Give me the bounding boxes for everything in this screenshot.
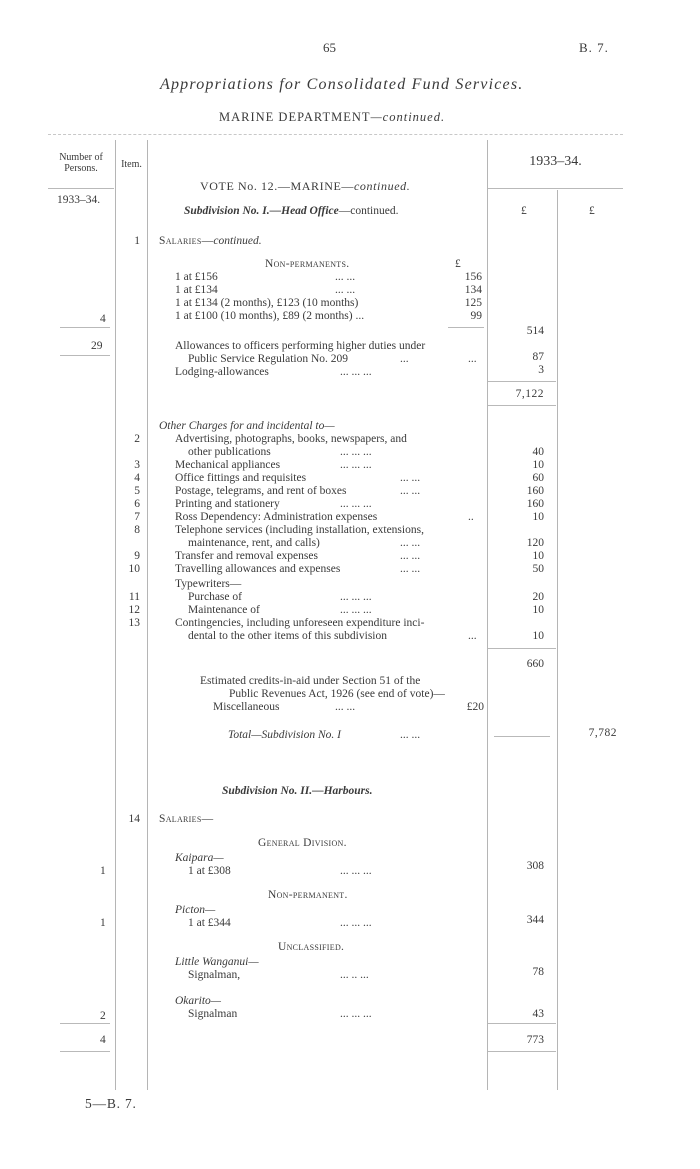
- charge-12-item: 12: [128, 604, 140, 616]
- salaries-total: 7,122: [515, 388, 544, 400]
- okarito-label: Okarito—: [175, 995, 221, 1007]
- salaries-total-rule-bottom: [488, 405, 556, 406]
- non-perm-total: 514: [526, 325, 544, 337]
- charge-5-dots: ... ...: [400, 485, 421, 497]
- harbours-total: 773: [526, 1034, 544, 1046]
- kaipara-row: 1 at £308: [188, 865, 231, 877]
- charge-11-item: 11: [128, 591, 140, 603]
- charge-3-dots: ... ... ...: [340, 459, 372, 471]
- non-perm-row-1-label: 1 at £156: [175, 271, 218, 283]
- salaries-continued: continued.: [213, 235, 262, 247]
- year-header-rule: [488, 188, 623, 189]
- charge-5-value: 160: [526, 485, 544, 497]
- charge-10-item: 10: [128, 563, 140, 575]
- charge-3-value: 10: [532, 459, 544, 471]
- charge-10-label: Travelling allowances and expenses: [175, 563, 341, 575]
- charge-8-line-2: maintenance, rent, and calls): [188, 537, 320, 549]
- vote-title-continued: continued.: [354, 179, 411, 193]
- lodging-label: Lodging-allowances: [175, 366, 269, 378]
- charge-10-dots: ... ...: [400, 563, 421, 575]
- subdivision-1-total: 7,782: [588, 727, 617, 739]
- harbours-total-rule-top: [488, 1023, 556, 1024]
- department-continued: —continued.: [370, 110, 446, 124]
- charge-2-item: 2: [134, 433, 140, 445]
- amount-column-divider-left: [487, 140, 488, 1090]
- charge-6-value: 160: [526, 498, 544, 510]
- charges-total-rule: [488, 648, 556, 649]
- charge-4-dots: ... ...: [400, 472, 421, 484]
- subdivision-1-total-label: Total—Subdivision No. I: [228, 729, 341, 741]
- subdivision-1-title-text: Subdivision No. I.—Head Office: [184, 205, 339, 217]
- charge-8-item: 8: [134, 524, 140, 536]
- lodging-dots: ... ... ...: [340, 366, 372, 378]
- charge-7-value: 10: [532, 511, 544, 523]
- charge-2-line-1: Advertising, photographs, books, newspapers, and: [175, 433, 407, 445]
- subdivision-1-continued: —continued.: [338, 205, 399, 217]
- lodging-value: 3: [538, 364, 544, 376]
- charge-7-dots: ..: [468, 511, 474, 523]
- contingencies-value: 10: [532, 630, 544, 642]
- picton-label: Picton—: [175, 904, 216, 916]
- persons-subtotal-rule: [60, 327, 110, 328]
- allowances-line-2: Public Service Regulation No. 209: [188, 353, 349, 365]
- charge-11-dots: ... ... ...: [340, 591, 372, 603]
- unclassified-heading: Unclassified.: [278, 941, 345, 953]
- charge-12-label: Maintenance of: [188, 604, 260, 616]
- number-of-persons-header: Number of Persons.: [59, 152, 103, 174]
- picton-value: 344: [526, 914, 544, 926]
- pound-left-header: £: [521, 205, 527, 217]
- non-perm-row-2-label: 1 at £134: [175, 284, 218, 296]
- charge-8-value: 120: [526, 537, 544, 549]
- charge-13-item: 13: [128, 617, 140, 629]
- charge-7-label: Ross Dependency: Administration expenses: [175, 511, 378, 523]
- charge-3-item: 3: [134, 459, 140, 471]
- allowances-value: 87: [532, 351, 544, 363]
- charge-6-label: Printing and stationery: [175, 498, 280, 510]
- subdivision-1-title: [184, 205, 398, 218]
- charge-3-label: Mechanical appliances: [175, 459, 281, 471]
- department-heading: [219, 111, 445, 124]
- item-column-divider: [147, 140, 148, 1090]
- signalman-2-value: 43: [532, 1008, 544, 1020]
- salaries-heading: [159, 235, 262, 248]
- charge-8-line-1: Telephone services (including installation, extensions,: [175, 524, 424, 536]
- amount-column-divider-middle: [557, 190, 558, 1090]
- charge-2-line-2: other publications: [188, 446, 271, 458]
- subdivision-1-total-dots: ... ...: [400, 729, 421, 741]
- non-perm-row-4-value: 99: [470, 310, 482, 322]
- harbours-total-persons: 4: [100, 1034, 106, 1046]
- charge-12-value: 10: [532, 604, 544, 616]
- section-code: B. 7.: [579, 40, 609, 55]
- subdivision-2-salaries: Salaries—: [159, 813, 214, 825]
- charge-2-value: 40: [532, 446, 544, 458]
- charge-4-value: 60: [532, 472, 544, 484]
- kaipara-persons: 1: [100, 865, 106, 877]
- other-charges-heading: Other Charges for and incidental to—: [159, 420, 335, 432]
- kaipara-label: Kaipara—: [175, 852, 224, 864]
- contingencies-dots: ...: [468, 630, 477, 642]
- table-top-rule: [48, 134, 623, 135]
- year-header: 1933–34.: [529, 154, 582, 169]
- picton-row: 1 at £344: [188, 917, 231, 929]
- charge-2-dots: ... ... ...: [340, 446, 372, 458]
- salaries-item-number: 1: [134, 235, 140, 247]
- harbours-total-rule-bottom: [488, 1051, 556, 1052]
- salaries-item-14: 14: [128, 813, 140, 825]
- non-permanent-heading: Non-permanent.: [268, 889, 348, 901]
- kaipara-value: 308: [526, 860, 544, 872]
- subdivision-1-total-dash: [494, 736, 550, 737]
- charge-11-value: 20: [532, 591, 544, 603]
- charge-9-dots: ... ...: [400, 550, 421, 562]
- charge-4-label: Office fittings and requisites: [175, 472, 307, 484]
- page-title: Appropriations for Consolidated Fund Services.: [160, 76, 524, 93]
- credits-line-1: Estimated credits-in-aid under Section 51 of the: [200, 675, 421, 687]
- non-permanents-heading: Non-permanents.: [265, 258, 350, 270]
- charge-8-dots: ... ...: [400, 537, 421, 549]
- salaries-total-rule-top: [488, 381, 556, 382]
- signalman-2-dots: ... ... ...: [340, 1008, 372, 1020]
- persons-total-rule-top: [60, 1023, 110, 1024]
- non-perm-row-3-value: 125: [464, 297, 482, 309]
- subdivision-2-title-text: Subdivision No. II.—Harbours.: [222, 785, 373, 797]
- charge-6-item: 6: [134, 498, 140, 510]
- charge-12-dots: ... ... ...: [340, 604, 372, 616]
- persons-header-rule: [48, 188, 114, 189]
- kaipara-dots: ... ... ...: [340, 865, 372, 877]
- footer-code: 5—B. 7.: [85, 1096, 137, 1111]
- charge-4-item: 4: [134, 472, 140, 484]
- department-name: MARINE DEPARTMENT: [219, 110, 371, 124]
- credits-line-2: Public Revenues Act, 1926 (see end of vote)—: [229, 688, 445, 700]
- persons-29-rule: [60, 355, 110, 356]
- non-perm-row-1-dots: ... ...: [335, 271, 356, 283]
- credits-dots: ... ...: [335, 701, 356, 713]
- okarito-persons: 2: [100, 1010, 106, 1022]
- signalman-1-dots: ... .. ...: [340, 969, 369, 981]
- non-permanents-pound: £: [455, 258, 461, 270]
- picton-dots: ... ... ...: [340, 917, 372, 929]
- vote-title-text: VOTE No. 12.—MARINE—: [200, 179, 354, 193]
- page-number: 65: [323, 40, 336, 55]
- charge-6-dots: ... ... ...: [340, 498, 372, 510]
- charge-9-item: 9: [134, 550, 140, 562]
- signalman-1-label: Signalman,: [188, 969, 241, 981]
- typewriters-heading: Typewriters—: [175, 578, 242, 590]
- allowances-line-1: Allowances to officers performing higher duties under: [175, 340, 426, 352]
- charge-11-label: Purchase of: [188, 591, 242, 603]
- signalman-2-label: Signalman: [188, 1008, 238, 1020]
- credits-value: £20: [466, 701, 484, 713]
- charge-10-value: 50: [532, 563, 544, 575]
- contingencies-line-1: Contingencies, including unforeseen expenditure inci-: [175, 617, 425, 629]
- persons-count-29: 29: [91, 340, 103, 352]
- non-perm-row-2-value: 134: [464, 284, 482, 296]
- charge-9-value: 10: [532, 550, 544, 562]
- non-perm-row-2-dots: ... ...: [335, 284, 356, 296]
- general-division-heading: General Division.: [258, 837, 347, 849]
- subdivision-2-title: [222, 785, 373, 798]
- persons-column-divider: [115, 140, 116, 1090]
- item-header: Item.: [121, 159, 142, 170]
- picton-persons: 1: [100, 917, 106, 929]
- non-perm-total-rule: [448, 327, 484, 328]
- pound-right-header: £: [589, 205, 595, 217]
- charge-5-item: 5: [134, 485, 140, 497]
- persons-count-4: 4: [100, 313, 106, 325]
- salaries-label: Salaries—: [159, 235, 214, 247]
- contingencies-line-2: dental to the other items of this subdivision: [188, 630, 387, 642]
- signalman-1-value: 78: [532, 966, 544, 978]
- charge-7-item: 7: [134, 511, 140, 523]
- non-perm-row-1-value: 156: [464, 271, 482, 283]
- persons-year: 1933–34.: [57, 194, 101, 206]
- allowances-end-dots: ...: [468, 353, 477, 365]
- little-wanganui-label: Little Wanganui—: [175, 956, 259, 968]
- charge-5-label: Postage, telegrams, and rent of boxes: [175, 485, 347, 497]
- charge-9-label: Transfer and removal expenses: [175, 550, 318, 562]
- persons-total-rule-bottom: [60, 1051, 110, 1052]
- non-perm-row-4-label: 1 at £100 (10 months), £89 (2 months) ...: [175, 310, 365, 322]
- charges-total: 660: [526, 658, 544, 670]
- credits-line-3: Miscellaneous: [213, 701, 280, 713]
- non-perm-row-3-label: 1 at £134 (2 months), £123 (10 months): [175, 297, 359, 309]
- allowances-dots: ...: [400, 353, 409, 365]
- vote-title: [200, 180, 410, 193]
